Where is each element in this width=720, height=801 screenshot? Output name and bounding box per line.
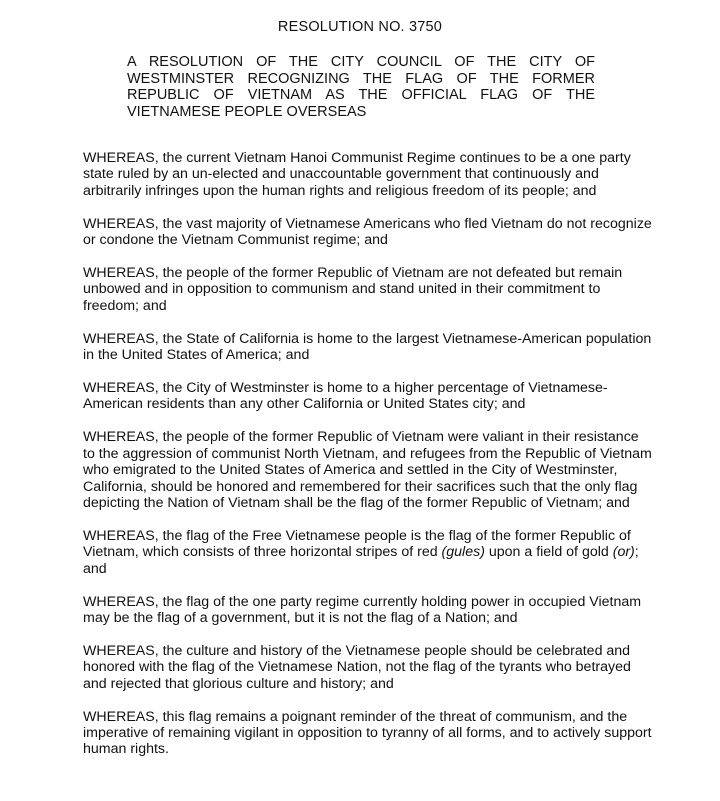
whereas-clause: WHEREAS, the flag of the one party regime currently holding power in occupied Vietnam may be the flag of a government, but it is not the flag of a Nation; and xyxy=(83,593,642,627)
whereas-clause: WHEREAS, this flag remains a poignant reminder of the threat of communism, and the imperative of remaining vigilant in opposition to tyranny of all forms, and to actively support human rights. xyxy=(83,708,652,758)
heraldic-term-gules: (gules) xyxy=(441,544,485,561)
whereas-clause: WHEREAS, the vast majority of Vietnamese Americans who fled Vietnam do not recognize or condone the Vietnam Communist regime; and xyxy=(83,215,652,249)
whereas-clause: WHEREAS, the City of Westminster is home to a higher percentage of Vietnamese-American residents than any other California or United States city; and xyxy=(83,380,608,413)
clause-text: upon a field of gold xyxy=(484,544,613,561)
whereas-clause: WHEREAS, the State of California is home to the largest Vietnamese-American population in the United States of America; and xyxy=(83,330,652,364)
resolution-title: RESOLUTION NO. 3750 xyxy=(277,19,443,35)
clause-text: ; and xyxy=(83,544,639,577)
whereas-clauses xyxy=(83,150,653,774)
resolution-heading: A RESOLUTION OF THE CITY COUNCIL OF THE CITY OF WESTMINSTER RECOGNIZING THE FLAG OF THE FORMER REPUBLIC OF VIETNAM AS THE OFFICIAL FLAG OF THE VIETNAMESE PEOPLE OVERSEAS xyxy=(127,54,595,120)
clause-text: WHEREAS, the flag of the Free Vietnamese people is the flag of the former Republic of Vietnam, which consists of three horizontal stripes of red xyxy=(83,527,631,561)
whereas-clause: WHEREAS, the people of the former Republic of Vietnam are not defeated but remain unbowed and in opposition to communism and stand united in their commitment to freedom; and xyxy=(83,265,623,314)
whereas-clause: WHEREAS, the current Vietnam Hanoi Communist Regime continues to be a one party state ruled by an un-elected and unaccountable government that continuously and arbitrarily infringes upon the human rights and religious freedom of its people; and xyxy=(83,150,631,199)
whereas-clause-flag-description xyxy=(83,528,653,577)
heraldic-term-or: (or) xyxy=(612,544,635,561)
whereas-clause: WHEREAS, the people of the former Republic of Vietnam were valiant in their resistance to the aggression of communist North Vietnam, and refugees from the Republic of Vietnam who emigrated to the United States of America and settled in the City of Westminster, California, should be honored and remembered for their sacrifices such that the only flag depicting the Nation of Vietnam shall be the flag of the former Republic of Vietnam; and xyxy=(83,429,652,511)
whereas-clause: WHEREAS, the culture and history of the Vietnamese people should be celebrated and honored with the flag of the Vietnamese Nation, not the flag of the tyrants who betrayed and rejected that glorious culture and history; and xyxy=(83,642,631,692)
